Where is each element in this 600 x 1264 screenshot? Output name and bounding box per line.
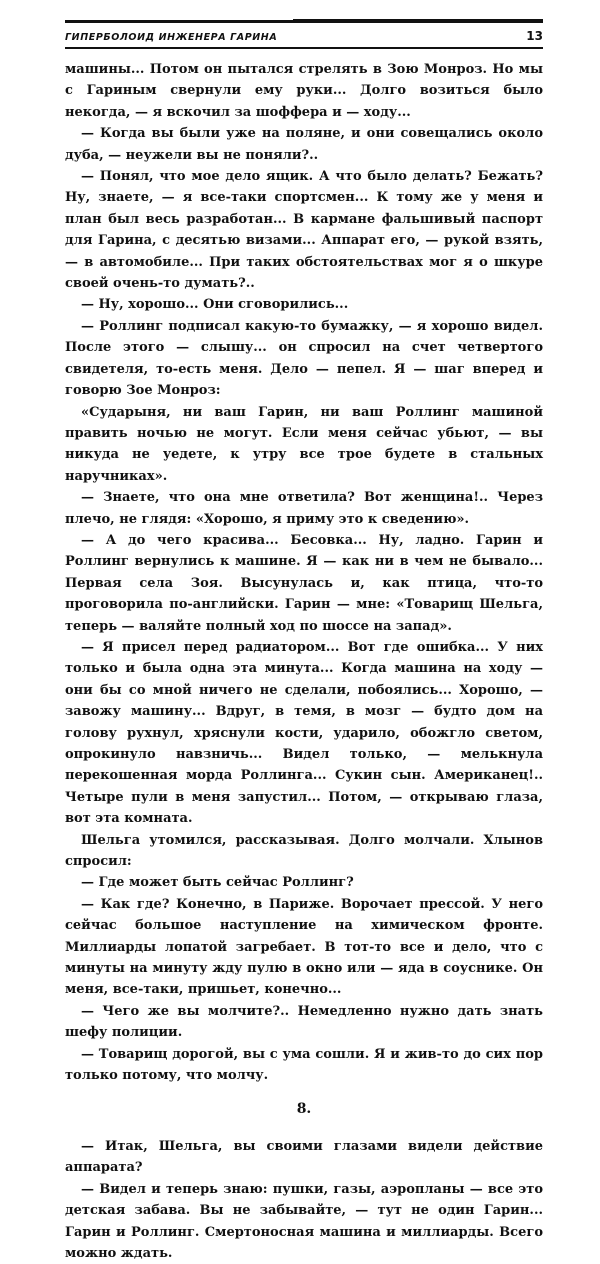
paragraph: — Знаете, что она мне ответила? Вот женщина!.. Через плечо, не глядя: «Хорошо, я приму это к сведению». [65, 490, 543, 527]
paragraph: — Где может быть сейчас Роллинг? [81, 875, 354, 891]
paragraph: «Сударыня, ни ваш Гарин, ни ваш Роллинг машиной править ночью не могут. Если меня сейчас убьют, — вы никуда не уедете, к утру все трое будете в стальных наручниках». [65, 404, 543, 484]
section-number: 8. [296, 1100, 312, 1117]
text-after-section [65, 1136, 543, 1264]
paragraph: — Видел и теперь знаю: пушки, газы, аэропланы — все это детская забава. Вы не забывайте, — тут не один Гарин... Гарин и Роллинг. Смертоносная машина и миллиарды. Всего можно ждать. [65, 1181, 543, 1261]
paragraph: — А до чего красива... Бесовка... Ну, ладно. Гарин и Роллинг вернулись к машине. Я — как ни в чем не бывало... Первая села Зоя. Высунулась и, как птица, что-то проговорила по-английски. Гарин — мне: «Товарищ Шельга, теперь — валяйте полный ход по шоссе на запад». [65, 532, 543, 634]
paragraph: — Роллинг подписал какую-то бумажку, — я хорошо видел. После этого — слышу... он спросил на счет четвертого свидетеля, то-есть меня. Дело — пепел. Я — шаг вперед и говорю Зое Монроз: [65, 318, 543, 399]
body-text [65, 59, 543, 1264]
paragraph: — Ну, хорошо... Они сговорились... [81, 297, 349, 313]
page-number: 13 [526, 29, 543, 43]
header-top-rule [65, 20, 543, 23]
paragraph: — Как где? Конечно, в Париже. Ворочает прессой. У него сейчас большое наступление на химическом фронте. Миллиарды лопатой загребает. В тот-то все и дело, что с минуты на минуту жду пулю в окно или — яда в соуснике. Он меня, все-таки, пришьет, конечно... [65, 896, 543, 998]
paragraph: — Чего же вы молчите?.. Немедленно нужно дать знать шефу полиции. [65, 1003, 543, 1041]
paragraph: — Я присел перед радиатором... Вот где ошибка... У них только и была одна эта минута... Когда машина на ходу — они бы со мной ничего не сделали, побоялись... Хорошо, — завожу машину... Вдруг, в темя, в мозг — будто дом на голову рухнул, хряснули кости, ударило, обожгло светом, опрокинуло навзничь... Видел только, — мелькнула перекошенная морда Роллинга... Сукин сын. Американец!.. Четыре пули в меня запустил... Потом, — открываю глаза, вот эта комната. [65, 639, 543, 827]
paragraph: машины... Потом он пытался стрелять в Зою Монроз. Но мы с Гариным свернули ему руки... Долго возиться было некогда, — я вскочил за шоффера и — ходу... [65, 62, 543, 120]
paragraph: Шельга утомился, рассказывая. Долго молчали. Хлынов спросил: [65, 832, 543, 870]
running-title: ГИПЕРБОЛОИД ИНЖЕНЕРА ГАРИНА [65, 32, 278, 43]
paragraph: — Товарищ дорогой, вы с ума сошли. Я и жив-то до сих пор только потому, что молчу. [65, 1046, 543, 1084]
paragraph: — Когда вы были уже на поляне, и они совещались около дуба, — неужели вы не поняли?.. [65, 126, 543, 163]
paragraph: — Итак, Шельга, вы своими глазами видели действие аппарата? [65, 1138, 543, 1176]
book-page [65, 20, 543, 1264]
running-header [65, 23, 543, 49]
text-before-section [65, 59, 543, 1087]
paragraph: — Понял, что мое дело ящик. А что было делать? Бежать? Ну, знаете, — я все-таки спортсмен... К тому же у меня и план был весь разработан... В кармане фальшивый паспорт для Гарина, с десятью визами... Аппарат его, — рукой взять, — в автомобиле... При таких обстоятельствах мог я о шкуре своей очень-то думать?.. [65, 169, 543, 292]
